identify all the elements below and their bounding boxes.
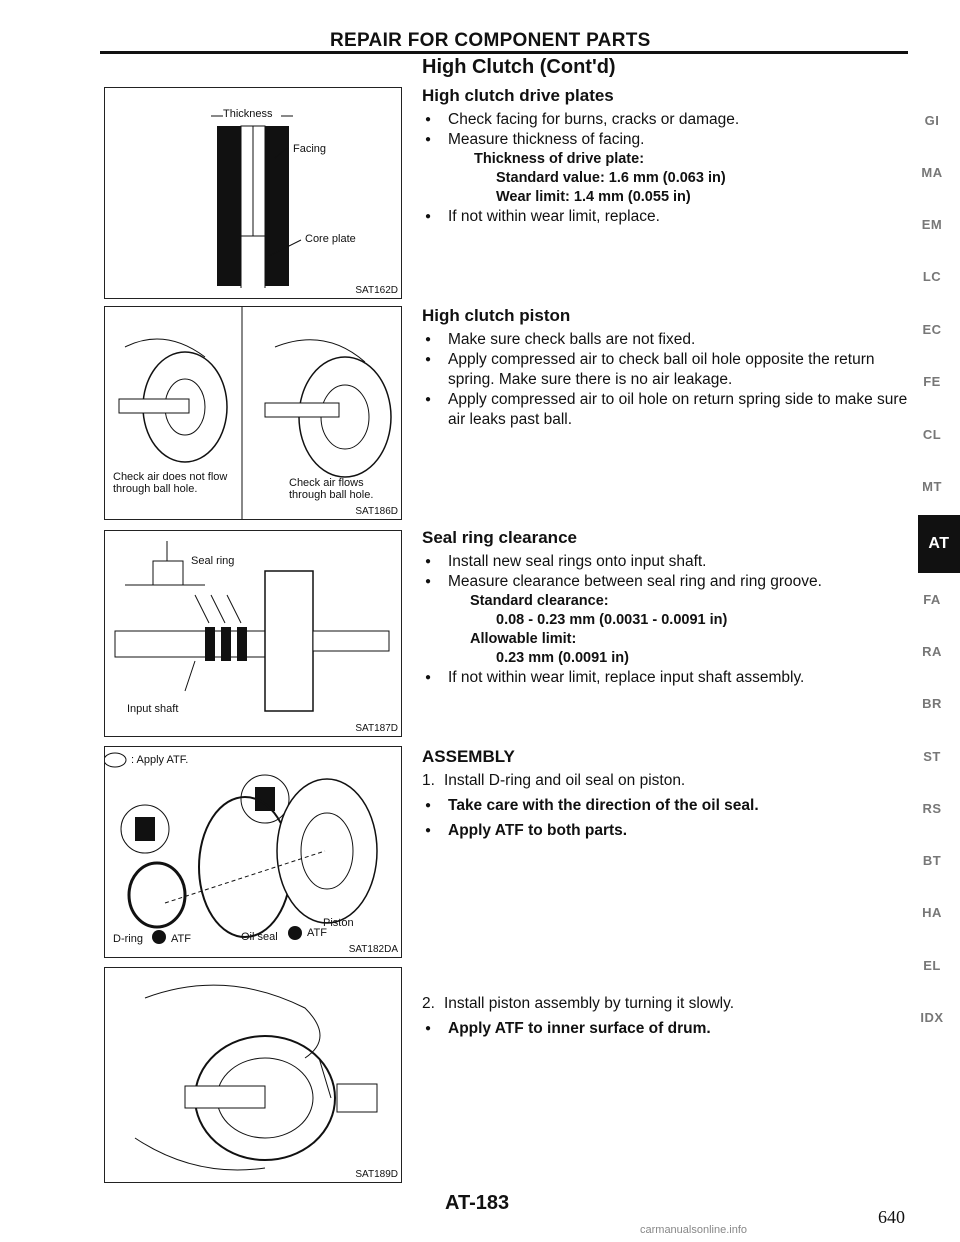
figure-code: SAT187D [355, 723, 398, 734]
tab-cl[interactable]: CL [922, 427, 942, 442]
thickness-label: Thickness [223, 108, 273, 120]
spec-standard: Standard value: 1.6 mm (0.063 in) [496, 170, 726, 186]
no-flow-label: Check air does not flow through ball hole. [113, 471, 228, 495]
page-header: REPAIR FOR COMPONENT PARTS [330, 30, 651, 51]
assembly-step-2 [422, 994, 892, 1039]
spec-title: Thickness of drive plate: [474, 151, 645, 167]
figure-code: SAT186D [355, 506, 398, 517]
seal-ring-heading: Seal ring clearance [422, 528, 577, 547]
drive-plates-content [422, 110, 882, 227]
spec-allow: 0.23 mm (0.0091 in) [496, 650, 629, 666]
atf-label-2: ATF [307, 927, 327, 939]
piston-label: Piston [323, 917, 354, 929]
spec-title: Standard clearance: [470, 593, 609, 609]
spec-standard: 0.08 - 0.23 mm (0.0031 - 0.0091 in) [496, 612, 728, 628]
list-item: ● If not within wear limit, replace input shaft assembly. [422, 668, 892, 688]
page-number: 640 [878, 1207, 905, 1227]
piston-content [422, 330, 912, 430]
piston-install-diagram [105, 968, 401, 1182]
list-item: ● Install new seal rings onto input shaft. [422, 552, 892, 572]
tab-br[interactable]: BR [922, 696, 942, 711]
list-item: ● Apply compressed air to check ball oil hole opposite the return spring. Make sure there is no air leakage. [422, 350, 912, 390]
list-item: ● Make sure check balls are not fixed. [422, 330, 912, 350]
tab-ma[interactable]: MA [921, 165, 943, 180]
assembly-heading: ASSEMBLY [422, 747, 515, 766]
tab-lc[interactable]: LC [922, 269, 942, 284]
tab-mt[interactable]: MT [922, 479, 942, 494]
tab-em[interactable]: EM [921, 217, 943, 232]
tab-fe[interactable]: FE [923, 374, 941, 389]
piston-heading: High clutch piston [422, 306, 571, 325]
step-1-text: Install D-ring and oil seal on piston. [444, 772, 686, 789]
section-title: High Clutch (Cont'd) [422, 56, 616, 78]
step-2-text: Install piston assembly by turning it slowly. [444, 995, 735, 1012]
step-number: 2. [422, 995, 435, 1012]
tab-fa[interactable]: FA [923, 592, 941, 607]
figure-d-ring-oil-seal [104, 746, 402, 958]
list-item: ● Check facing for burns, cracks or damage. [422, 110, 882, 130]
step-2 [422, 994, 892, 1014]
figure-piston-install [104, 967, 402, 1183]
tab-el[interactable]: EL [923, 958, 941, 973]
page-code: AT-183 [445, 1192, 510, 1214]
tab-idx[interactable]: IDX [920, 1010, 944, 1025]
list-item: ● Apply compressed air to oil hole on return spring side to make sure air leaks past ball. [422, 390, 912, 430]
seal-ring-label: Seal ring [191, 555, 235, 567]
oil-seal-label: Oil seal [241, 931, 278, 943]
list-item: ● Apply ATF to inner surface of drum. [422, 1019, 892, 1039]
apply-atf-label: : Apply ATF. [131, 754, 189, 766]
tab-at[interactable]: AT [918, 515, 960, 573]
figure-code: SAT189D [355, 1169, 398, 1180]
tab-bt[interactable]: BT [922, 853, 942, 868]
tab-ha[interactable]: HA [922, 905, 942, 920]
flow-label: Check air flows through ball hole. [289, 477, 374, 501]
list-item: ● If not within wear limit, replace. [422, 207, 882, 227]
tab-gi[interactable]: GI [924, 113, 940, 128]
d-ring-diagram [105, 747, 401, 957]
step-number: 1. [422, 772, 435, 789]
atf-label: ATF [171, 933, 191, 945]
input-shaft-label: Input shaft [127, 703, 179, 715]
figure-check-ball [104, 306, 402, 520]
figure-code: SAT182DA [348, 944, 398, 955]
assembly-step-1 [422, 771, 892, 841]
header-divider [100, 51, 908, 54]
list-item: ● Apply ATF to both parts. [422, 821, 892, 841]
facing-label: Facing [293, 143, 327, 155]
list-item: ● Measure clearance between seal ring and ring groove. [422, 572, 892, 592]
step-1 [422, 771, 892, 791]
footer-watermark: carmanualsonline.info [640, 1224, 748, 1236]
spec-limit: Wear limit: 1.4 mm (0.055 in) [496, 189, 691, 205]
tab-ec[interactable]: EC [922, 322, 942, 337]
d-ring-label: D-ring [113, 933, 143, 945]
figure-drive-plate [104, 87, 402, 299]
figure-code: SAT162D [355, 285, 398, 296]
seal-ring-content [422, 552, 892, 688]
spec-allow-title: Allowable limit: [470, 631, 577, 647]
tab-st[interactable]: ST [923, 749, 941, 764]
drive-plates-heading: High clutch drive plates [422, 86, 614, 105]
core-plate-label: Core plate [305, 233, 356, 245]
tab-rs[interactable]: RS [922, 801, 942, 816]
tab-ra[interactable]: RA [922, 644, 942, 659]
list-item: ● Measure thickness of facing. [422, 130, 882, 150]
figure-seal-ring [104, 530, 402, 737]
list-item: ● Take care with the direction of the oil seal. [422, 796, 892, 816]
